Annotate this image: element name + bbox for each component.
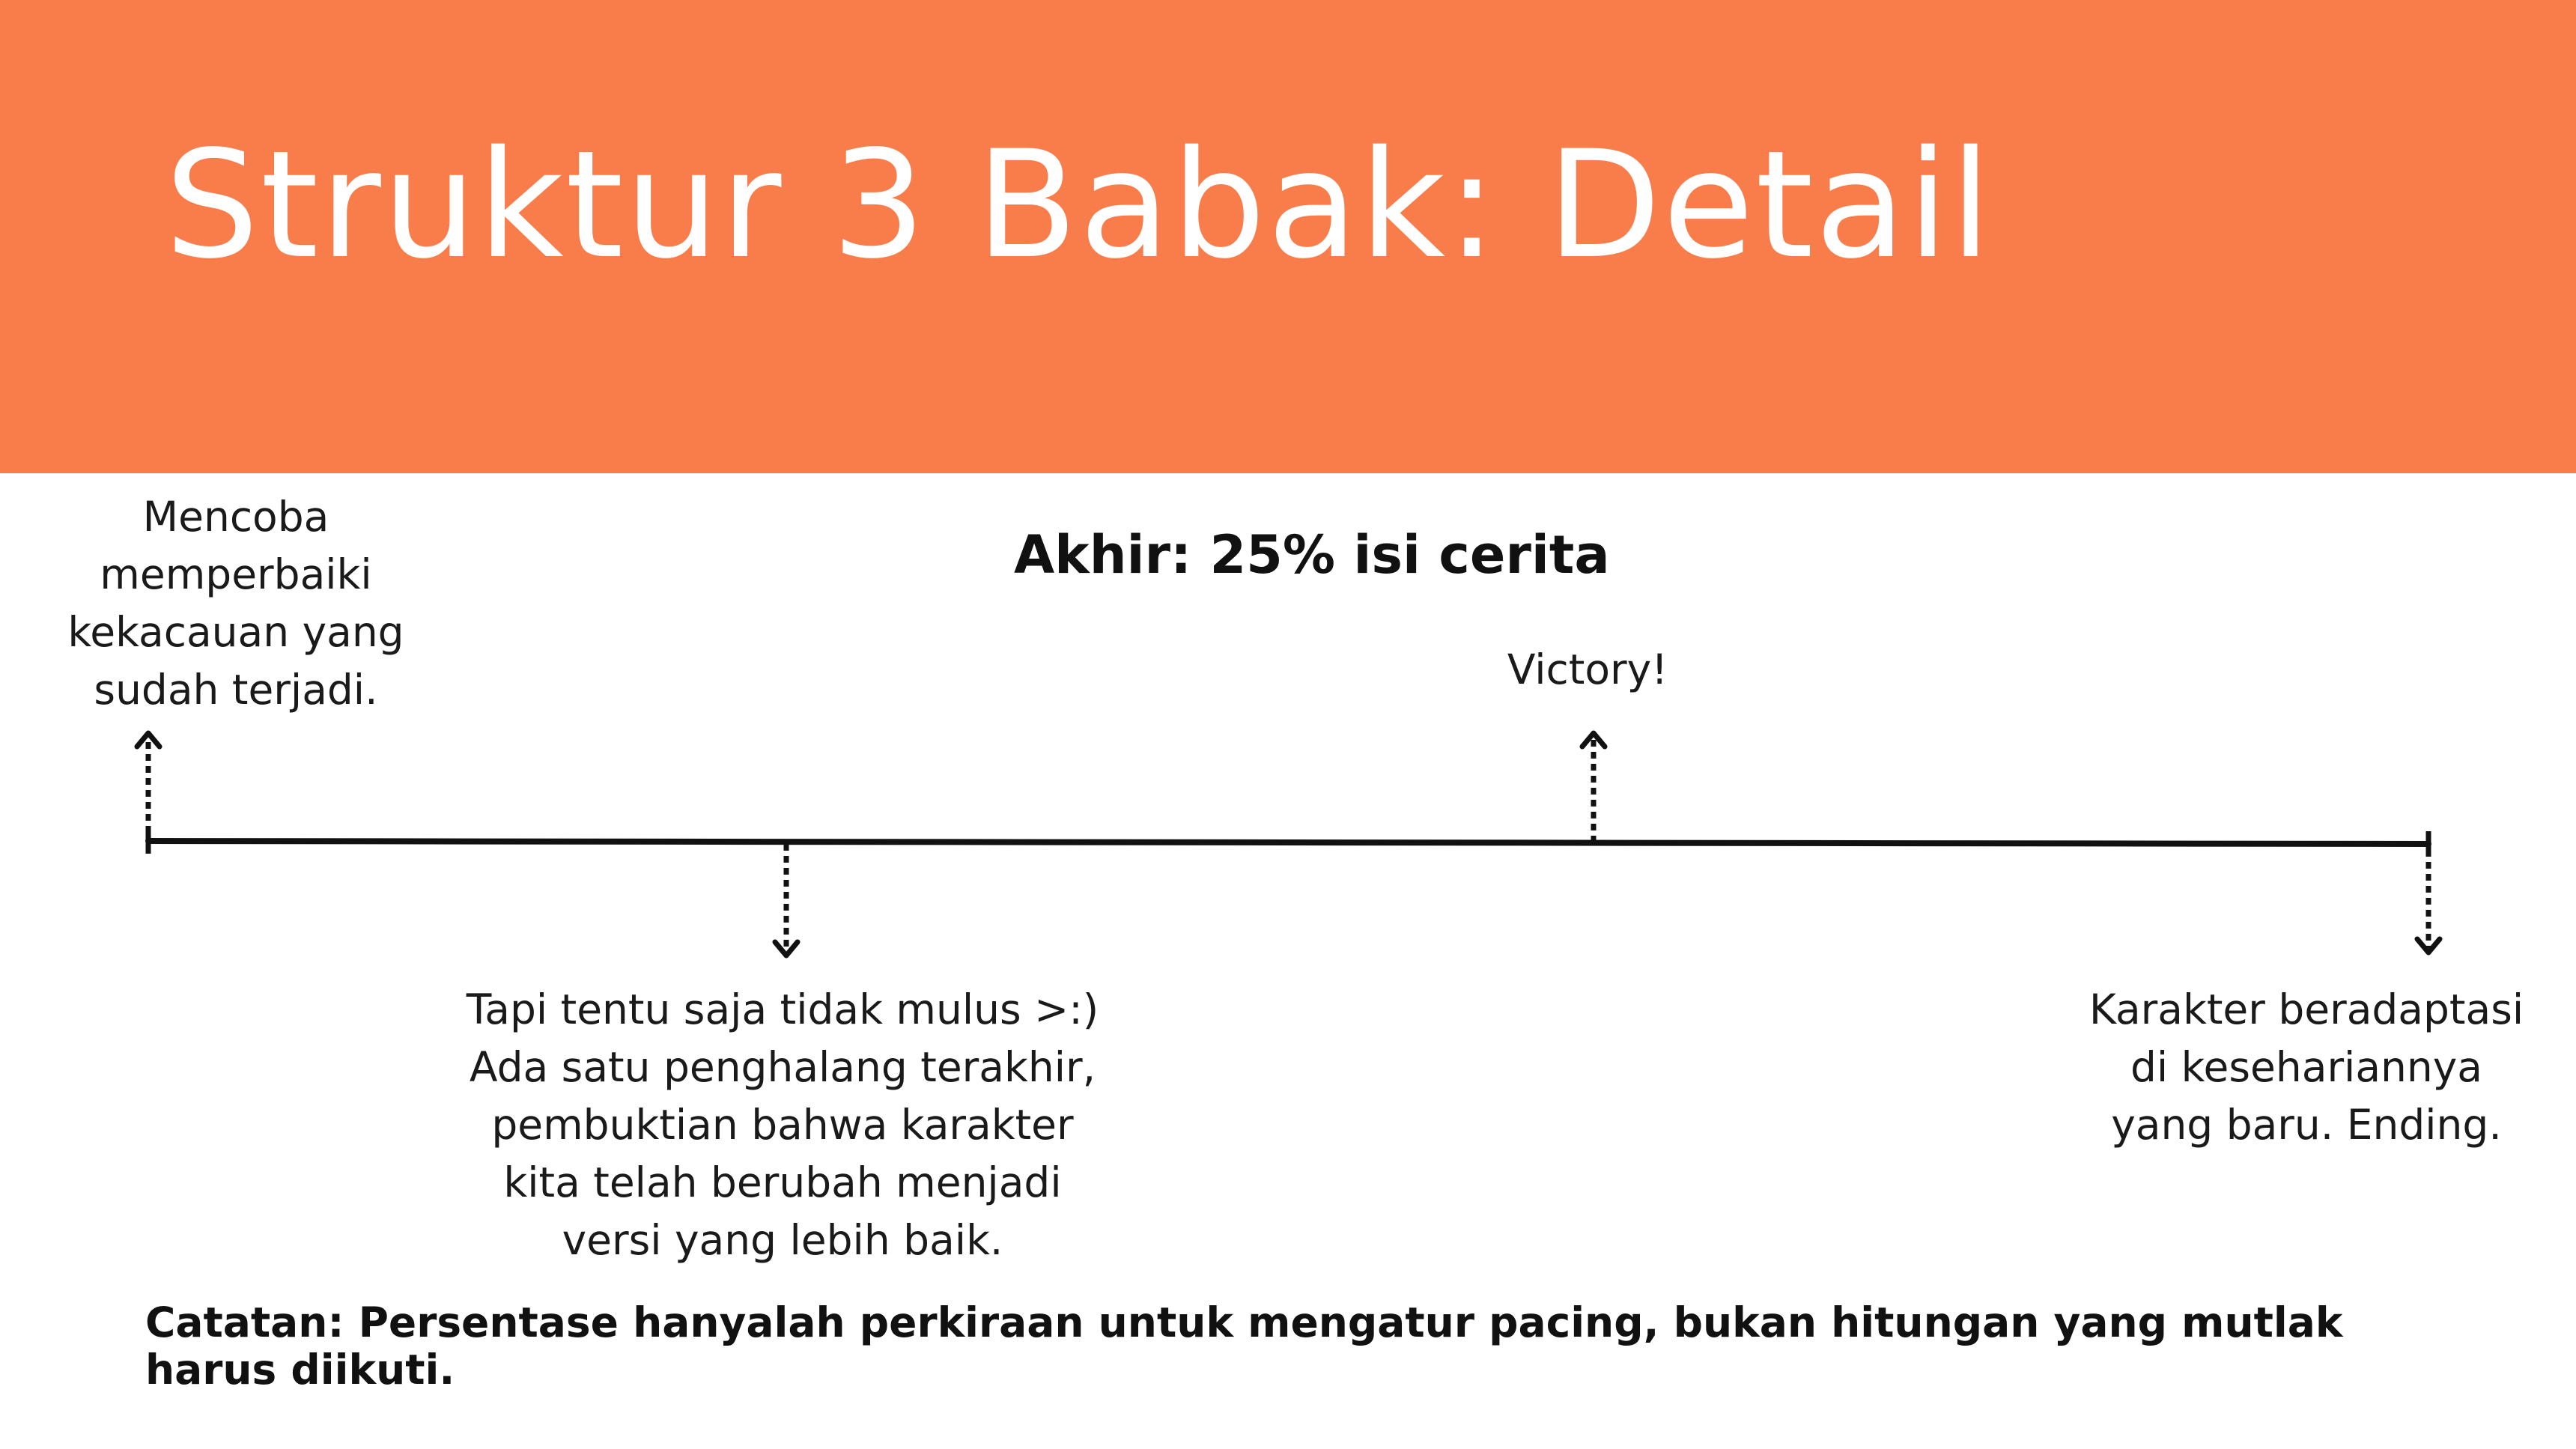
note-line: di kesehariannya bbox=[2130, 1043, 2483, 1091]
note-line: Mencoba bbox=[142, 493, 329, 541]
timeline-line bbox=[148, 841, 2428, 844]
note-start bbox=[22, 488, 449, 719]
note-line: Ada satu penghalang terakhir, bbox=[469, 1043, 1096, 1091]
note-victory bbox=[1419, 641, 1756, 699]
arrow-up-start-icon bbox=[137, 733, 160, 833]
slide-title: Struktur 3 Babak: Detail bbox=[165, 118, 1993, 291]
note-line: Victory! bbox=[1507, 645, 1668, 693]
note-line: kekacauan yang bbox=[67, 608, 404, 656]
note-line: pembuktian bahwa karakter bbox=[491, 1101, 1074, 1149]
footnote: Catatan: Persentase hanyalah perkiraan untuk mengatur pacing, bukan hitungan yang mutlak harus diikuti. bbox=[145, 1298, 2343, 1394]
arrow-down-obstacle-icon bbox=[775, 844, 798, 956]
note-obstacle bbox=[419, 981, 1146, 1269]
note-line: sudah terjadi. bbox=[94, 666, 378, 714]
note-line: kita telah berubah menjadi bbox=[503, 1158, 1062, 1206]
note-ending bbox=[2059, 981, 2554, 1154]
note-line: Tapi tentu saja tidak mulus >:) bbox=[466, 985, 1099, 1033]
note-line: yang baru. Ending. bbox=[2111, 1101, 2502, 1149]
note-line: versi yang lebih baik. bbox=[562, 1216, 1003, 1264]
arrow-up-victory-icon bbox=[1582, 733, 1605, 842]
note-line: memperbaiki bbox=[100, 550, 372, 598]
section-subtitle: Akhir: 25% isi cerita bbox=[1014, 524, 1610, 586]
arrow-down-ending-icon bbox=[2417, 850, 2440, 953]
note-line: Karakter beradaptasi bbox=[2089, 985, 2524, 1033]
